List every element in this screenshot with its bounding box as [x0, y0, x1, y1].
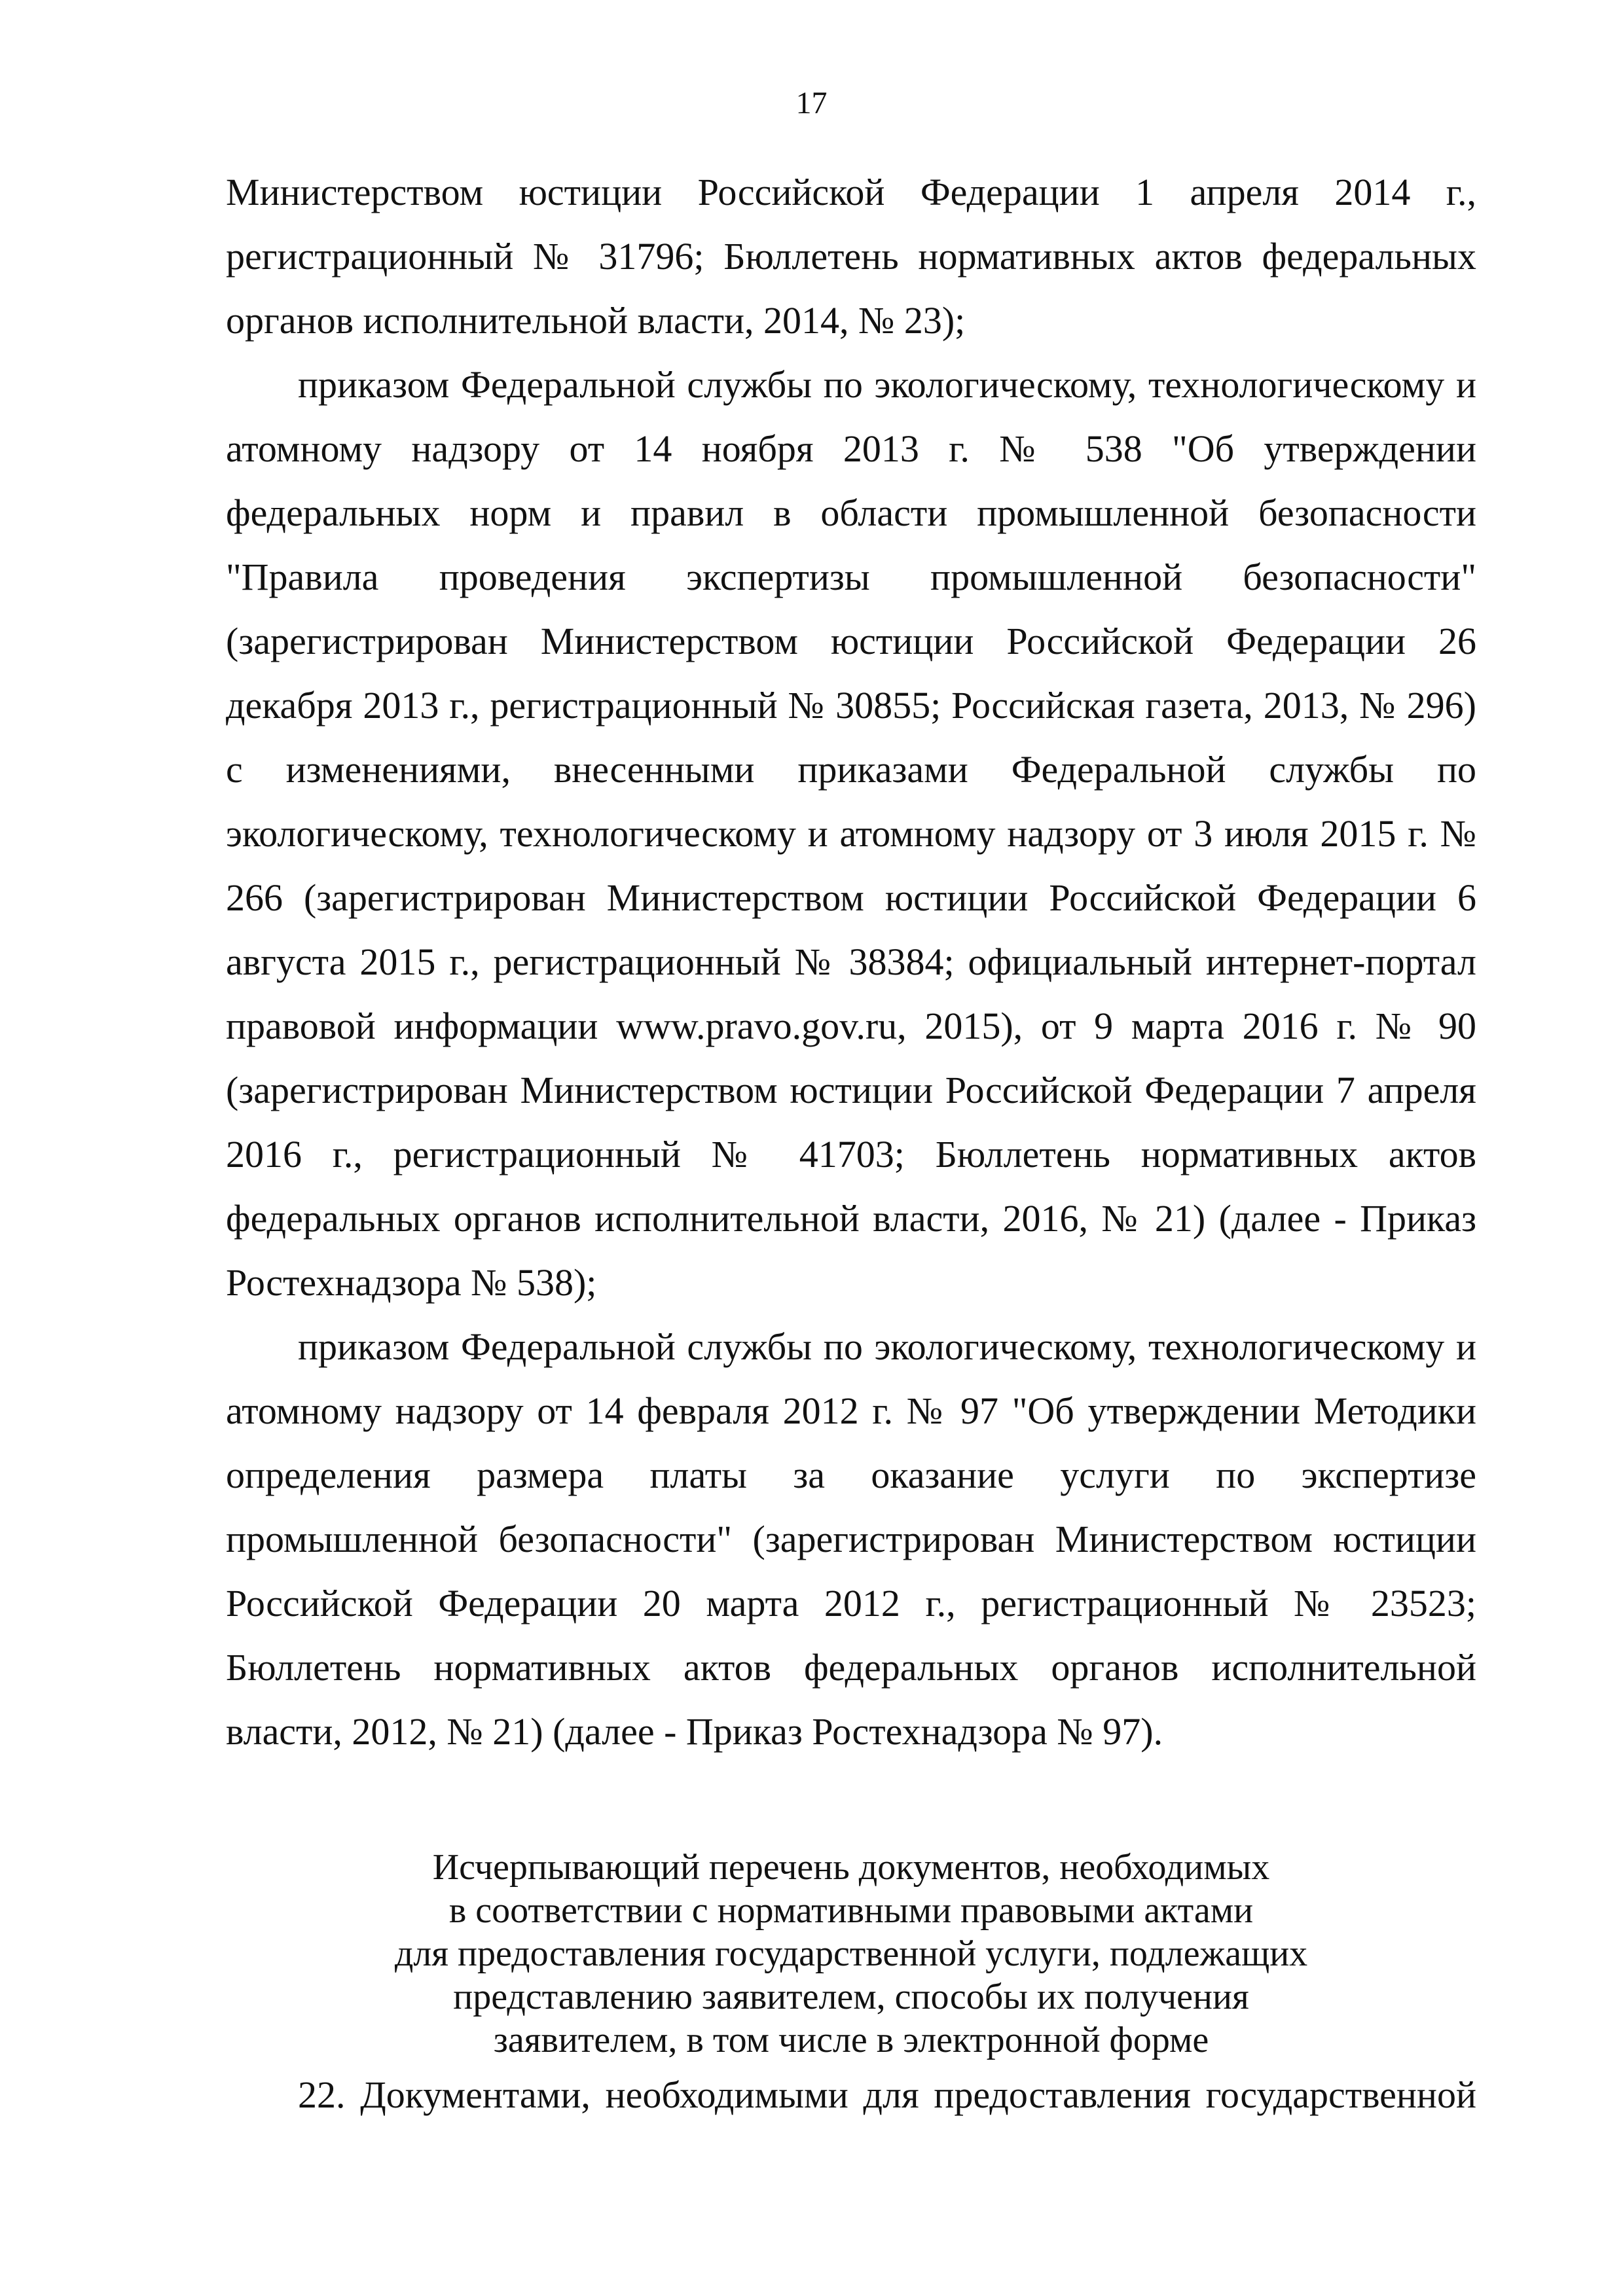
paragraph-order-97: приказом Федеральной службы по экологическому, технологическому и атомному надзору от 14 февраля 2012 г. № 97 "Об утверждении Методики определения размера платы за оказание услуги по экспертизе промышленной безопасности" (зарегистрирован Министерством юстиции Российской Федерации 20 марта 2012 г., регистрационный № 23523; Бюллетень нормативных актов федеральных органов исполнительной власти, 2012, № 21) (далее - Приказ Ростехнадзора № 97). [226, 1325, 1476, 1753]
paragraph-continuation: Министерством юстиции Российской Федерации 1 апреля 2014 г., регистрационный № 31796; Бюллетень нормативных актов федеральных органов исполнительной власти, 2014, № 23); [226, 171, 1476, 342]
heading-line: заявителем, в том числе в электронной форме [493, 2020, 1209, 2060]
heading-line: Исчерпывающий перечень документов, необходимых [432, 1847, 1270, 1888]
paragraph-order-538: приказом Федеральной службы по экологическому, технологическому и атомному надзору от 14 ноября 2013 г. № 538 "Об утверждении федеральных норм и правил в области промышленной безопасности "Правила проведения экспертизы промышленной безопасности" (зарегистрирован Министерством юстиции Российской Федерации 26 декабря 2013 г., регистрационный № 30855; Российская газета, 2013, № 296) с изменениями, внесенными приказами Федеральной службы по экологическому, технологическому и атомному надзору от 3 июля 2015 г. № 266 (зарегистрирован Министерством юстиции Российской Федерации 6 августа 2015 г., регистрационный № 38384; официальный интернет-портал правовой информации www.pravo.gov.ru, 2015), от 9 марта 2016 г. № 90 (зарегистрирован Министерством юстиции Российской Федерации 7 апреля 2016 г., регистрационный № 41703; Бюллетень нормативных актов федеральных органов исполнительной власти, 2016, № 21) (далее - Приказ Ростехнадзора № 538); [226, 363, 1476, 1304]
item-22-text: 22. Документами, необходимыми для предоставления государственной [298, 2073, 1476, 2116]
heading-line: для предоставления государственной услуги, подлежащих [394, 1933, 1308, 1974]
document-body [226, 160, 1476, 1764]
page-number: 17 [795, 86, 828, 120]
section-heading [226, 1846, 1476, 2062]
heading-line: представлению заявителем, способы их получения [453, 1977, 1249, 2017]
heading-line: в соответствии с нормативными правовыми актами [448, 1890, 1254, 1931]
